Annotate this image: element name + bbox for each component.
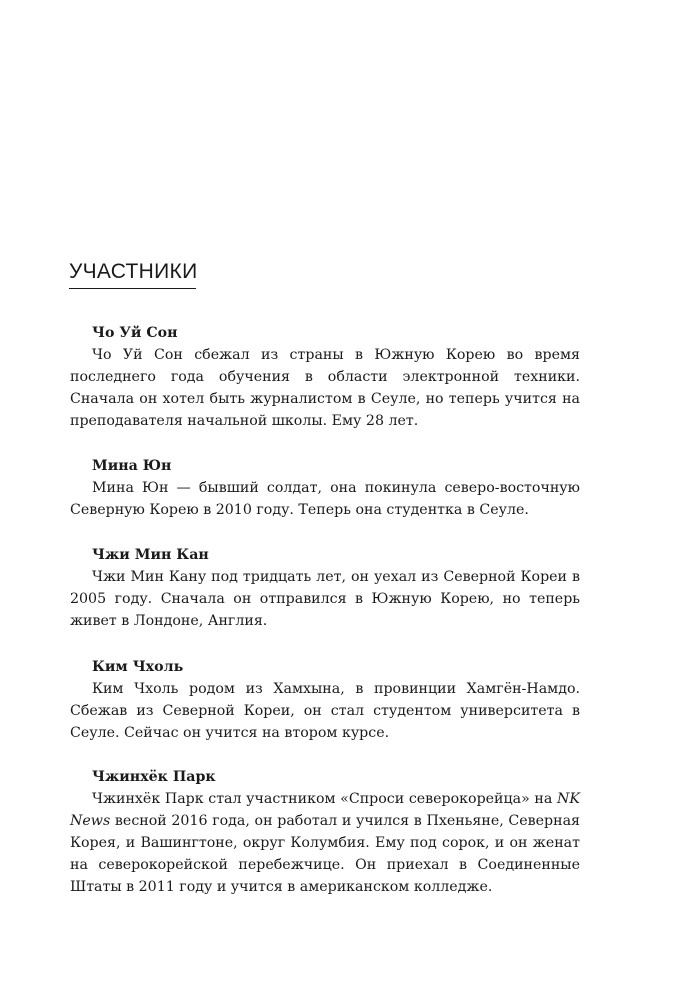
page-title: УЧАСТНИКИ xyxy=(69,260,198,283)
participant-name: Ким Чхоль xyxy=(92,659,184,675)
participant-name: Чжинхёк Парк xyxy=(92,769,216,785)
participant-entry xyxy=(70,766,580,898)
participant-bio: Чжи Мин Кану под тридцать лет, он уехал из Северной Кореи в 2005 году. Сначала он отправился в Южную Корею, но теперь живет в Лондоне, Англия. xyxy=(70,569,580,629)
participant-bio: Чо Уй Сон сбежал из страны в Южную Корею во время последнего года обучения в области электронной техники. Сначала он хотел быть журналистом в Сеуле, но теперь учится на преподавателя начальной школы. Ему 28 лет. xyxy=(70,347,580,429)
participant-name: Мина Юн xyxy=(92,458,172,474)
title-underline xyxy=(69,288,196,289)
participant-bio: Ким Чхоль родом из Хамхына, в провинции Хамгён-Намдо. Сбежав из Северной Кореи, он стал студентом университета в Сеуле. Сейчас он учится на втором курсе. xyxy=(70,681,580,741)
participant-name: Чжи Мин Кан xyxy=(92,547,209,563)
participant-bio: Мина Юн — бывший солдат, она покинула северо-восточную Северную Корею в 2010 году. Теперь она студентка в Сеуле. xyxy=(70,480,580,518)
participant-entry xyxy=(70,455,580,521)
participant-name: Чо Уй Сон xyxy=(92,325,178,341)
participant-entry xyxy=(70,322,580,432)
bio-text-start: Чжинхёк Парк стал участником «Спроси северокорейца» на xyxy=(92,791,557,807)
participant-entry xyxy=(70,656,580,744)
participant-entry xyxy=(70,544,580,632)
participant-bio xyxy=(70,788,580,898)
publication-name: NK News xyxy=(70,791,580,829)
bio-text-end: весной 2016 года, он работал и учился в Пхеньяне, Северная Корея, и Вашингтоне, округ Колумбия. Ему под сорок, и он женат на северокорейской перебежчице. Он приехал в Соединенные Штаты в 2011 году и учится в американском колледже. xyxy=(70,813,580,895)
